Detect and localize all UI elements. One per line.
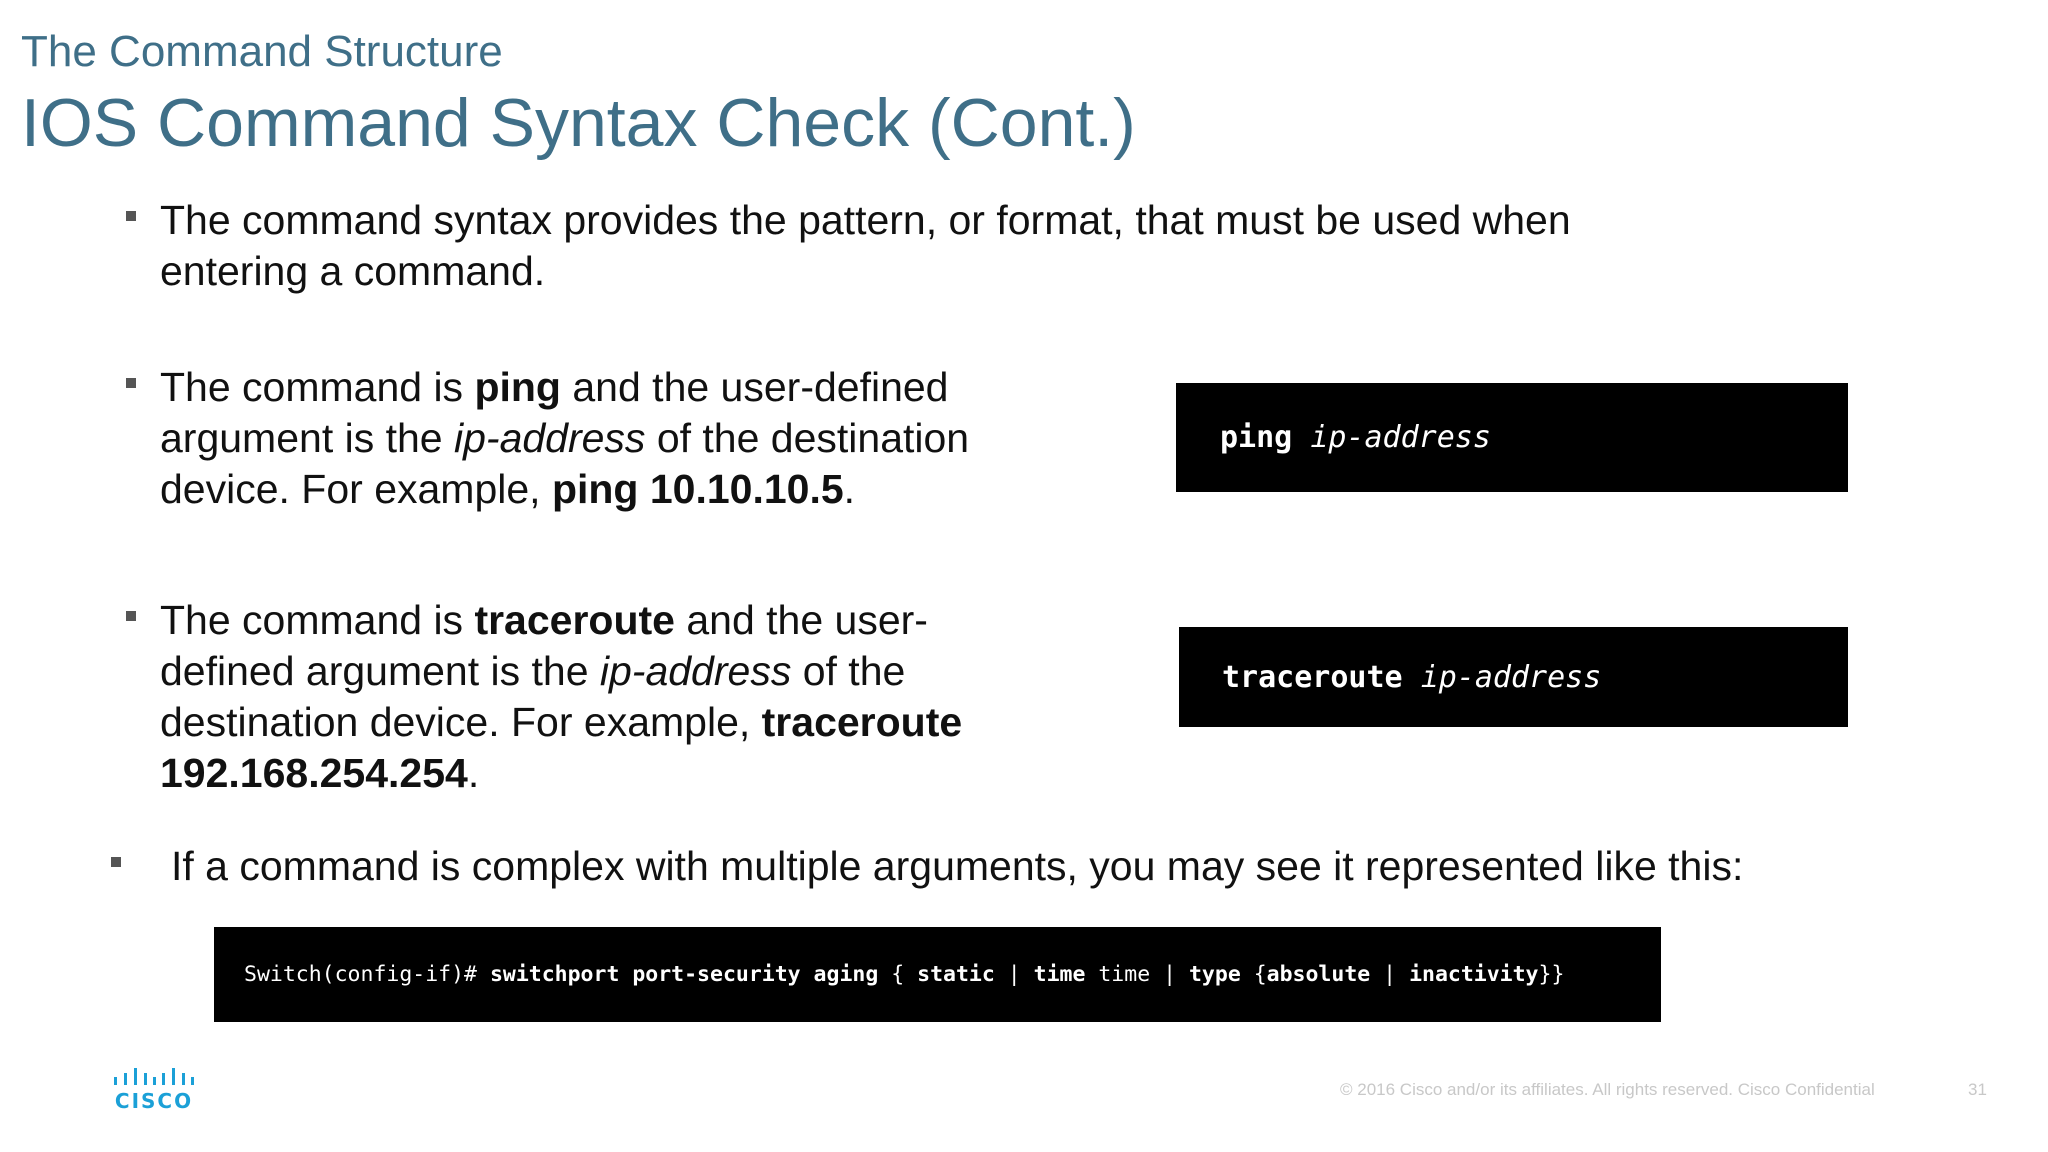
- code-punct: time |: [1085, 962, 1189, 987]
- bullet-text: .: [843, 466, 856, 512]
- logo-bar: [134, 1068, 137, 1085]
- code-space: [1403, 660, 1421, 695]
- bullet-text: of the destination device. For example,: [160, 648, 906, 745]
- bold-command: ping: [474, 364, 561, 410]
- footer-copyright: © 2016 Cisco and/or its affiliates. All rights reserved. Cisco Confidential: [1340, 1080, 1875, 1099]
- logo-bar: [162, 1073, 165, 1085]
- slide-title: IOS Command Syntax Check (Cont.): [21, 85, 1136, 161]
- code-punct: |: [994, 962, 1034, 987]
- bullet-text: of the destination device. For example,: [160, 415, 970, 512]
- code-argument: ip-address: [1420, 659, 1602, 695]
- bullet-marker: [126, 611, 136, 621]
- code-punct: {: [1240, 962, 1267, 987]
- italic-argument: ip-address: [454, 415, 646, 461]
- bold-example: traceroute 192.168.254.254: [160, 699, 963, 796]
- logo-bar: [114, 1077, 117, 1085]
- code-prompt: Switch(config-if)#: [244, 962, 490, 987]
- code-command: switchport port-security aging: [489, 962, 879, 987]
- logo-bar: [191, 1077, 194, 1085]
- code-argument: ip-address: [1310, 420, 1491, 455]
- logo-bar: [124, 1073, 127, 1085]
- code-keyword: inactivity: [1409, 962, 1539, 987]
- code-keyword: absolute: [1266, 962, 1371, 987]
- code-box-ping: [1176, 383, 1848, 492]
- logo-bar: [144, 1073, 147, 1085]
- code-command: ping: [1220, 420, 1293, 455]
- code-box-switchport: [214, 927, 1661, 1022]
- bullet-syntax-pattern: [160, 195, 1680, 297]
- code-punct: }}: [1538, 962, 1565, 987]
- bullet-text: and the user-defined argument is the: [160, 364, 949, 461]
- bullet-marker: [126, 378, 136, 388]
- code-command: traceroute: [1222, 659, 1403, 695]
- code-punct: {: [878, 962, 918, 987]
- bullet-ping: [160, 362, 990, 515]
- bullet-text: and the user-defined argument is the: [160, 597, 928, 694]
- section-subtitle: The Command Structure: [21, 27, 503, 76]
- bullet-text: The command is: [160, 364, 475, 410]
- cisco-bars-icon: [112, 1065, 196, 1089]
- bold-example: ping 10.10.10.5: [551, 466, 844, 512]
- code-space: [1292, 420, 1310, 455]
- code-keyword: type: [1188, 962, 1241, 987]
- bullet-traceroute: [160, 595, 990, 799]
- page-number: 31: [1968, 1080, 1987, 1099]
- code-box-traceroute: [1179, 627, 1848, 727]
- bold-command: traceroute: [474, 597, 675, 643]
- cisco-wordmark: CISCO: [114, 1089, 194, 1113]
- bullet-text: If a command is complex with multiple arguments, you may see it represented like this:: [171, 843, 1744, 889]
- logo-bar: [182, 1073, 185, 1085]
- bullet-marker: [126, 211, 136, 221]
- logo-bar: [153, 1077, 156, 1085]
- code-punct: |: [1370, 962, 1410, 987]
- code-keyword: time: [1033, 962, 1086, 987]
- code-keyword: static: [917, 962, 995, 987]
- italic-argument: ip-address: [599, 648, 792, 694]
- logo-bar: [172, 1068, 175, 1085]
- bullet-complex-command: [171, 841, 2001, 892]
- cisco-logo: [112, 1065, 196, 1113]
- bullet-text: The command is: [160, 597, 475, 643]
- bullet-text: The command syntax provides the pattern, or format, that must be used when entering a command.: [160, 197, 1571, 294]
- bullet-marker: [111, 857, 121, 867]
- bullet-text: .: [467, 750, 480, 796]
